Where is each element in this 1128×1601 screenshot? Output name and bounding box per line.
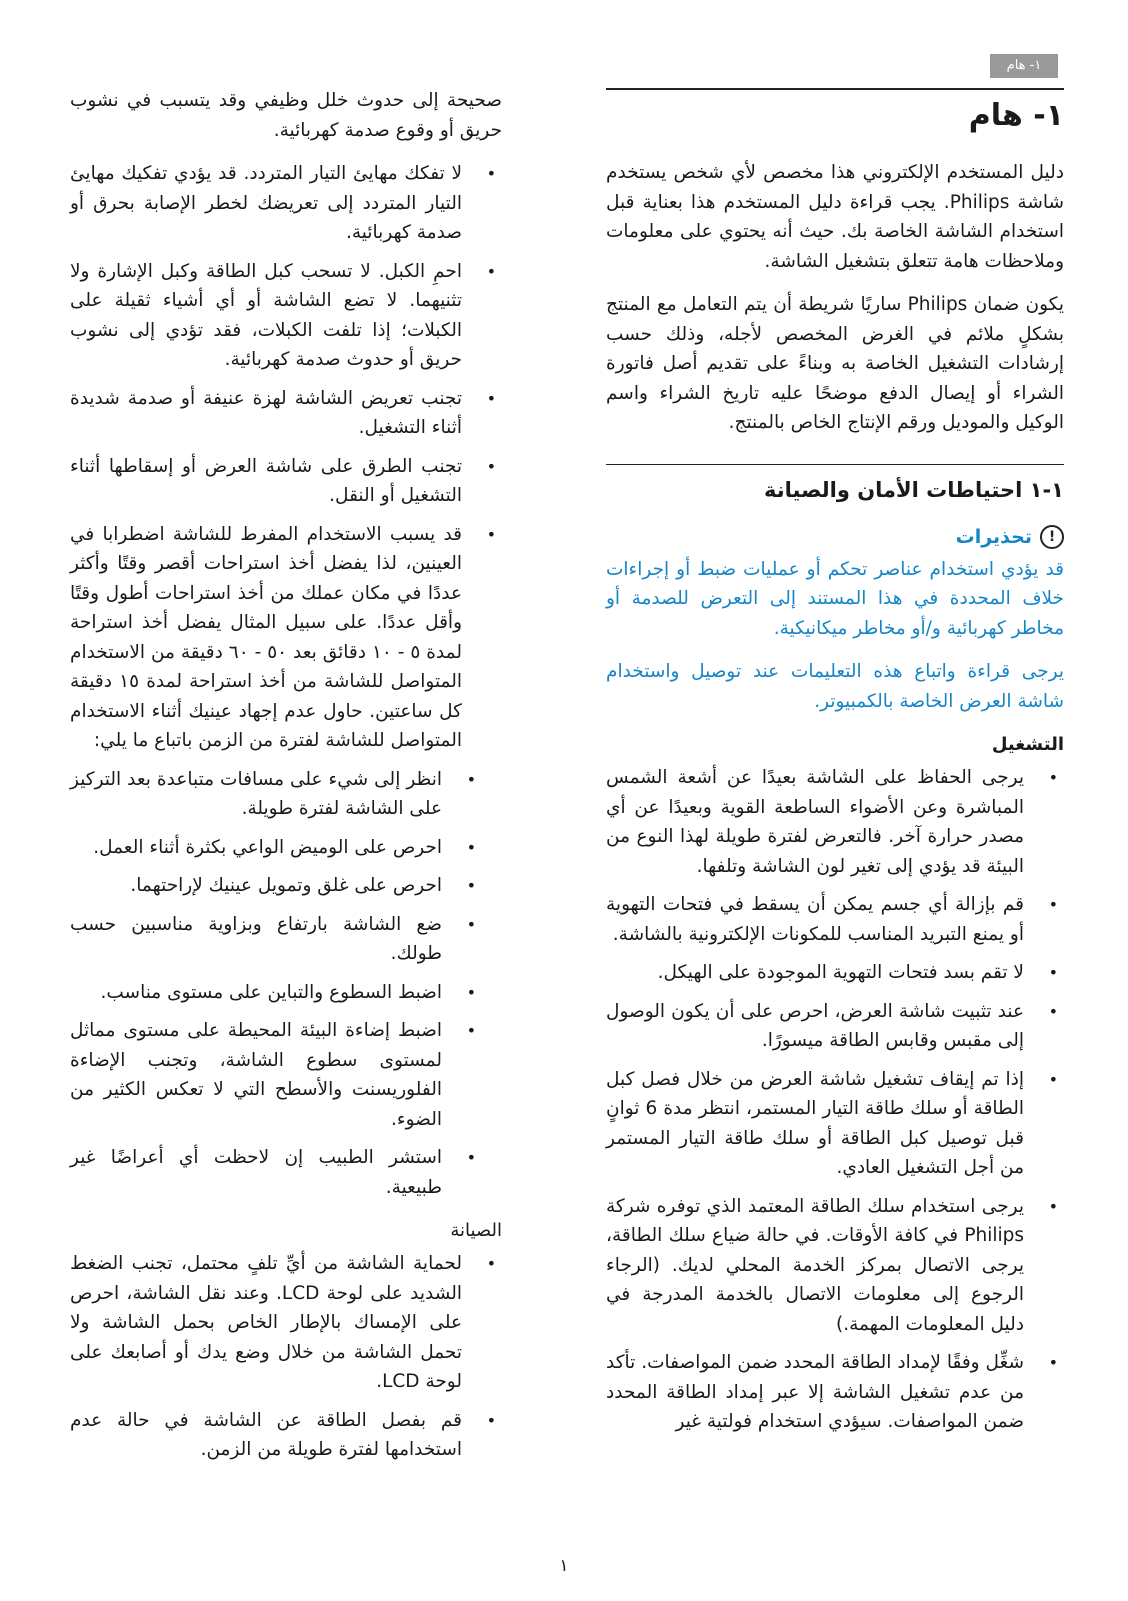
list-item: • شغِّل وفقًا لإمداد الطاقة المحدد ضمن المواصفات. تأكد من عدم تشغيل الشاشة إلا عبر إمداد الطاقة المحدد ضمن المواصفات. سيؤدي استخدام فولتية غير [606,1348,1064,1437]
list-item: • إذا تم إيقاف تشغيل شاشة العرض من خلال فصل كبل الطاقة أو سلك طاقة التيار المستمر، انتظر مدة 6 ثوانٍ قبل توصيل كبل الطاقة أو سلك طاقة التيار المستمر من أجل التشغيل العادي. [606,1065,1064,1183]
list-item: • احمِ الكبل. لا تسحب كبل الطاقة وكبل الإشارة ولا تثنيهما. لا تضع الشاشة أو أي أشياء ثقيلة على الكبلات؛ إذا تلفت الكبلات، فقد تؤدي إلى نشوب حريق أو حدوث صدمة كهربائية. [70,257,502,375]
list-item: • اضبط إضاءة البيئة المحيطة على مستوى مماثل لمستوى سطوع الشاشة، وتجنب الإضاءة الفلوريسنت والأسطح التي لا تعكس الكثير من الضوء. [70,1016,482,1134]
chapter-tab: ١- هام [990,54,1058,78]
list-item: • قم بفصل الطاقة عن الشاشة في حالة عدم استخدامها لفترة طويلة من الزمن. [70,1406,502,1465]
list-item: • انظر إلى شيء على مسافات متباعدة بعد التركيز على الشاشة لفترة طويلة. [70,765,482,824]
warnings-title: تحذيرات [955,525,1032,548]
list-item: • قد يسبب الاستخدام المفرط للشاشة اضطرابا في العينين، لذا يفضل أخذ استراحات أقصر وقتًا وأكثر عددًا في مكان عملك من أخذ استراحات أطول وقتًا وأقل عددًا. على سبيل المثال يفضل أخذ استراحة لمدة ٥ - ١٠ دقائق بعد ٥٠ - ٦٠ دقيقة من الاستخدام المتواصل للشاشة من أخذ استراحة لمدة ١٥ دقيقة كل ساعتين. حاول عدم إجهاد عينيك أثناء الاستخدام المتواصل للشاشة لفترة من الزمن باتباع ما يلي: [70,520,502,756]
maintenance-heading: الصيانة [450,1220,502,1241]
eye-care-list [70,765,502,1203]
list-item: • احرص على غلق وتمويل عينيك لإراحتهما. [70,871,482,901]
right-column [606,88,1064,1446]
maintenance-list [70,1249,502,1465]
warning-text-2: يرجى قراءة واتباع هذه التعليمات عند توصيل واستخدام شاشة العرض الخاصة بالكمبيوتر. [606,661,1064,712]
list-item: • تجنب تعريض الشاشة لهزة عنيفة أو صدمة شديدة أثناء التشغيل. [70,384,502,443]
list-item: • لا تفكك مهايئ التيار المتردد. قد يؤدي تفكيك مهايئ التيار المتردد إلى تعريضك لخطر الإصابة بحرق أو صدمة كهربائية. [70,159,502,248]
list-item: • تجنب الطرق على شاشة العرض أو إسقاطها أثناء التشغيل أو النقل. [70,452,502,511]
list-item: • ضع الشاشة بارتفاع وبزاوية مناسبين حسب طولك. [70,910,482,969]
chapter-title: ١- هام [968,98,1064,133]
list-item: • لا تقم بسد فتحات التهوية الموجودة على الهيكل. [606,958,1064,988]
operation-heading: التشغيل [991,734,1064,755]
intro-paragraph-2: يكون ضمان Philips ساريًا شريطة أن يتم التعامل مع المنتج بشكلٍ ملائم في الغرض المخصص لأجله، وذلك حسب إرشادات التشغيل الخاصة به وبناءً على تقديم أصل فاتورة الشراء أو إيصال الدفع موضحًا عليه تاريخ الشراء واسم الوكيل والموديل ورقم الإنتاج الخاص بالمنتج. [606,294,1064,433]
continued-text: صحيحة إلى حدوث خلل وظيفي وقد يتسبب في نشوب حريق أو وقوع صدمة كهربائية. [70,90,502,141]
section-rule [606,464,1064,465]
list-item: • قم بإزالة أي جسم يمكن أن يسقط في فتحات التهوية أو يمنع التبريد المناسب للمكونات الإلكترونية بالشاشة. [606,890,1064,949]
list-item: • اضبط السطوع والتباين على مستوى مناسب. [70,978,482,1008]
section-title: ١-١ احتياطات الأمان والصيانة [764,477,1064,502]
warnings-heading [606,525,1064,549]
left-column [70,86,502,1474]
left-list [70,159,502,756]
list-item: • استشر الطبيب إن لاحظت أي أعراضًا غير طبيعية. [70,1143,482,1202]
list-item: • يرجى الحفاظ على الشاشة بعيدًا عن أشعة الشمس المباشرة وعن الأضواء الساطعة القوية وبعيدًا عن أي مصدر حرارة آخر. فالتعرض لفترة طويلة لهذا النوع من البيئة قد يؤدي إلى تغير لون الشاشة وتلفها. [606,763,1064,881]
list-item: • احرص على الوميض الواعي بكثرة أثناء العمل. [70,833,482,863]
warning-icon: ! [1040,525,1064,549]
intro-paragraph-1: دليل المستخدم الإلكتروني هذا مخصص لأي شخص يستخدم شاشة Philips. يجب قراءة دليل المستخدم هذا بعناية قبل استخدام الشاشة الخاصة بك. حيث أنه يحتوي على معلومات وملاحظات هامة تتعلق بتشغيل الشاشة. [606,162,1064,272]
warning-text-1: قد يؤدي استخدام عناصر تحكم أو عمليات ضبط أو إجراءات خلاف المحددة في هذا المستند إلى التعرض للصدمة أو مخاطر كهربائية و/أو مخاطر ميكانيكية. [606,558,1064,639]
list-item: • يرجى استخدام سلك الطاقة المعتمد الذي توفره شركة Philips في كافة الأوقات. في حالة ضياع سلك الطاقة، يرجى الاتصال بمركز الخدمة المحلي لديك. (الرجاء الرجوع إلى معلومات الاتصال بالخدمة المدرجة في دليل المعلومات المهمة.) [606,1192,1064,1340]
chapter-rule [606,88,1064,90]
page-number: ١ [559,1556,569,1576]
operation-list [606,763,1064,1437]
list-item: • لحماية الشاشة من أيِّ تلفٍ محتمل، تجنب الضغط الشديد على لوحة LCD. وعند نقل الشاشة، احرص على الإمساك بالإطار الخاص بحمل الشاشة ولا تحمل الشاشة من خلال وضع يدك أو أصابعك على لوحة LCD. [70,1249,502,1397]
list-item: • عند تثبيت شاشة العرض، احرص على أن يكون الوصول إلى مقبس وقابس الطاقة ميسورًا. [606,997,1064,1056]
